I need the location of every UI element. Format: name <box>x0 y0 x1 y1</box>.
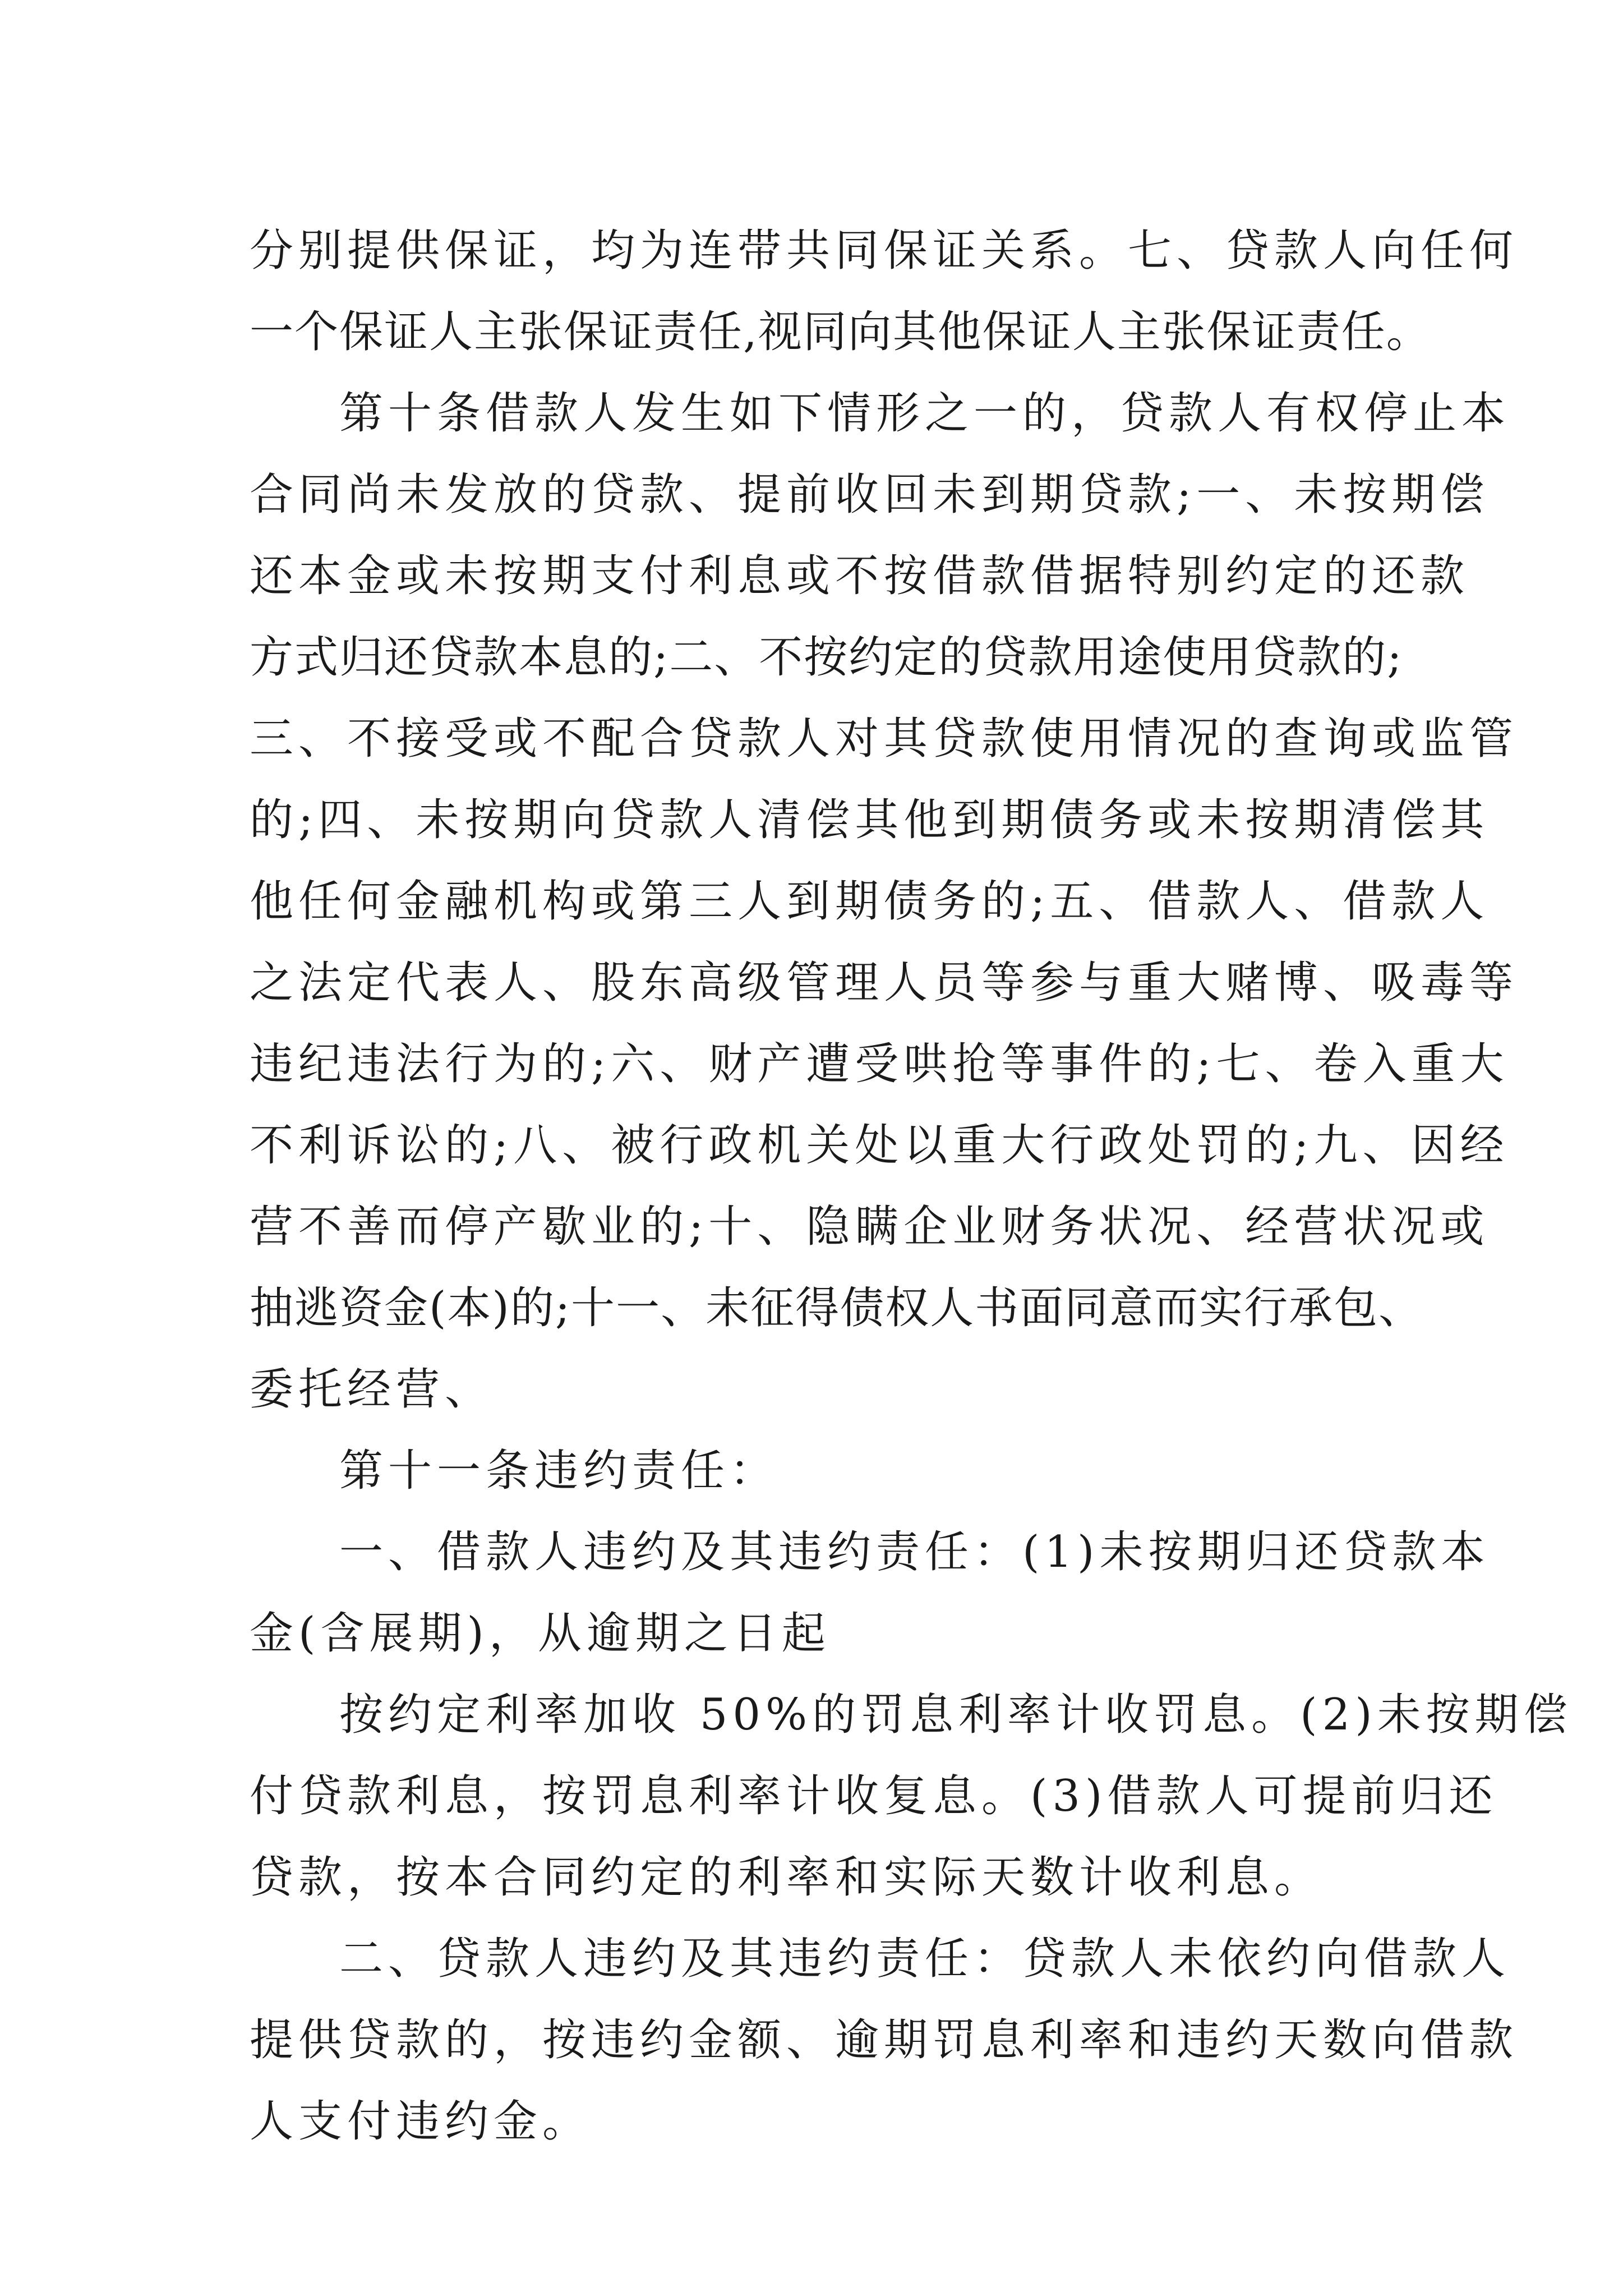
document-body <box>250 210 1573 2162</box>
text-line: 还本金或未按期支付利息或不按借款借据特别约定的还款 <box>250 551 1470 601</box>
text-line: 的;四、未按期向贷款人清偿其他到期债务或未按期清偿其 <box>250 795 1490 845</box>
text-line: 一、借款人违约及其违约责任：(1)未按期归还贷款本 <box>339 1527 1490 1577</box>
text-line: 违纪违法行为的;六、财产遭受哄抢等事件的;七、卷入重大 <box>250 1039 1509 1089</box>
text-line: 之法定代表人、股东高级管理人员等参与重大赌博、吸毒等 <box>250 958 1519 1008</box>
text-line: 方式归还贷款本息的;二、不按约定的贷款用途使用贷款的; <box>250 632 1403 683</box>
text-line: 他任何金融机构或第三人到期债务的;五、借款人、借款人 <box>250 876 1490 927</box>
text-line: 付贷款利息，按罚息利率计收复息。(3)借款人可提前归还 <box>250 1771 1498 1821</box>
text-line: 抽逃资金(本)的;十一、未征得债权人书面同意而实行承包、 <box>250 1283 1424 1333</box>
text-line: 人支付违约金。 <box>250 2096 592 2147</box>
text-line: 第十一条违约责任： <box>339 1446 779 1496</box>
text-line: 按约定利率加收 50%的罚息利率计收罚息。(2)未按期偿 <box>339 1690 1573 1740</box>
text-line: 不利诉讼的;八、被行政机关处以重大行政处罚的;九、因经 <box>250 1120 1509 1171</box>
text-line: 贷款，按本合同约定的利率和实际天数计收利息。 <box>250 1852 1324 1903</box>
text-line: 营不善而停产歇业的;十、隐瞒企业财务状况、经营状况或 <box>250 1202 1490 1252</box>
text-line: 第十条借款人发生如下情形之一的，贷款人有权停止本 <box>339 388 1511 439</box>
text-line: 提供贷款的，按违约金额、逾期罚息利率和违约天数向借款 <box>250 2015 1519 2065</box>
text-line: 委托经营、 <box>250 1364 494 1415</box>
text-line: 三、不接受或不配合贷款人对其贷款使用情况的查询或监管 <box>250 714 1519 764</box>
text-line: 分别提供保证，均为连带共同保证关系。七、贷款人向任何 <box>250 226 1519 276</box>
text-line: 一个保证人主张保证责任,视同向其他保证人主张保证责任。 <box>250 307 1431 357</box>
text-line: 二、贷款人违约及其违约责任：贷款人未依约向借款人 <box>339 1934 1511 1984</box>
text-line: 金(含展期)，从逾期之日起 <box>250 1608 831 1659</box>
text-line: 合同尚未发放的贷款、提前收回未到期贷款;一、未按期偿 <box>250 470 1490 520</box>
